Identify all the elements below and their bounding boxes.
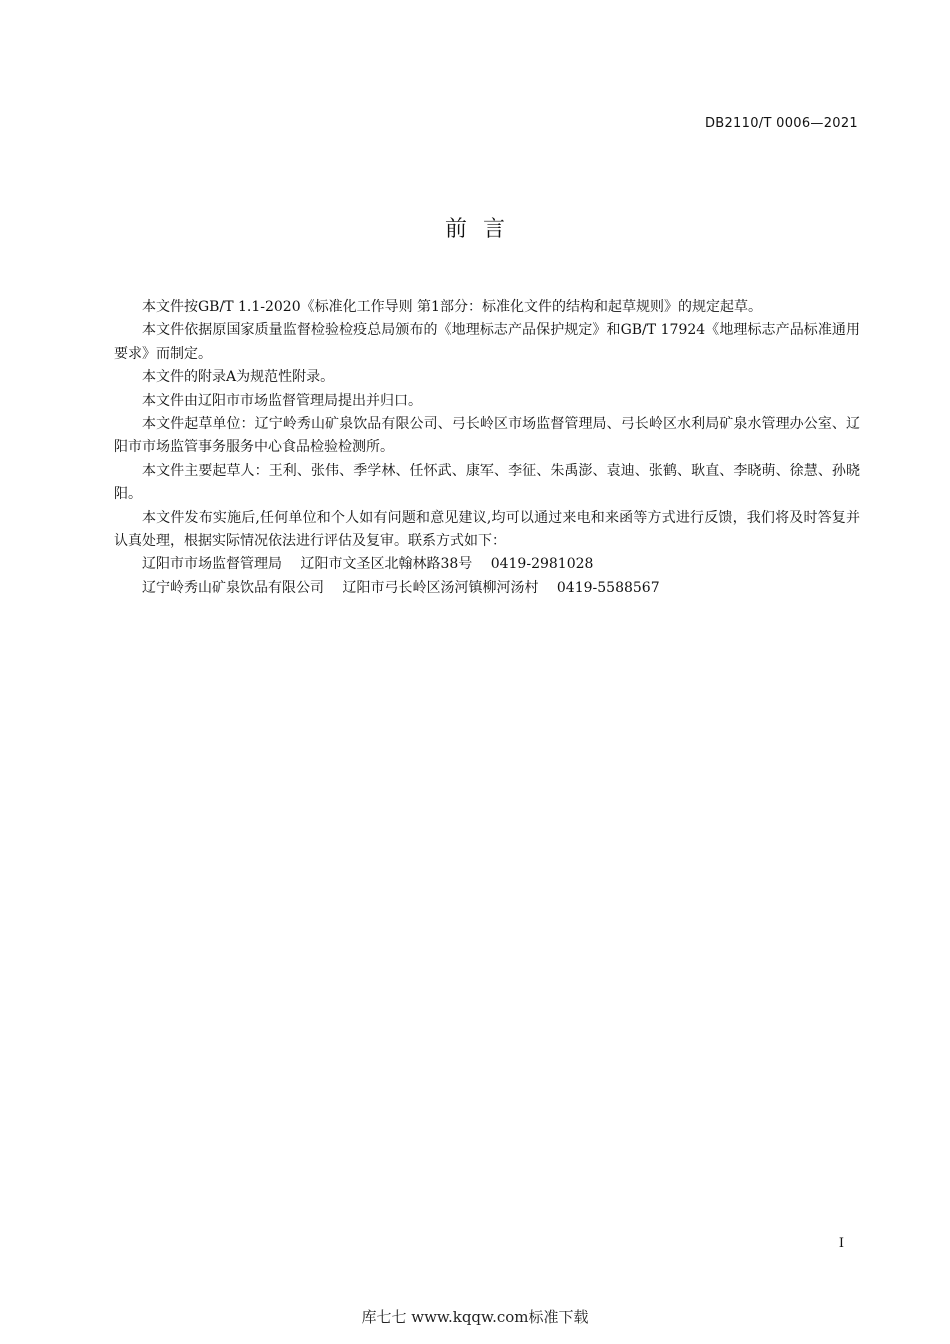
- paragraph-drafting-rules: 本文件按GB/T 1.1-2020《标准化工作导则 第1部分：标准化文件的结构和起草规则》的规定起草。: [142, 299, 762, 315]
- document-code: DB2110/T 0006—2021: [704, 116, 858, 131]
- paragraph-basis: 本文件依据原国家质量监督检验检疫总局颁布的《地理标志产品保护规定》和GB/T 17924《地理标志产品标准通用要求》而制定。: [114, 322, 860, 362]
- page-number: I: [838, 1236, 844, 1251]
- page-title: 前言: [444, 217, 521, 242]
- paragraph-drafters: 本文件主要起草人：王利、张伟、季学林、任怀武、康军、李征、朱禹澎、袁迪、张鹤、耿直、李晓萌、徐慧、孙晓阳。: [114, 462, 860, 503]
- foreword-body: [114, 296, 860, 600]
- paragraph-drafting-units: 本文件起草单位：辽宁岭秀山矿泉饮品有限公司、弓长岭区市场监督管理局、弓长岭区水利局矿泉水管理办公室、辽阳市市场监管事务服务中心食品检验检测所。: [114, 416, 860, 456]
- contact-line-company: 辽宁岭秀山矿泉饮品有限公司 辽阳市弓长岭区汤河镇柳河汤村 0419-5588567: [142, 579, 660, 596]
- contact-line-bureau: 辽阳市市场监督管理局 辽阳市文圣区北翰林路38号 0419-2981028: [142, 556, 594, 573]
- paragraph-feedback: 本文件发布实施后,任何单位和个人如有问题和意见建议,均可以通过来电和来函等方式进行反馈，我们将及时答复并认真处理，根据实际情况依法进行评估及复审。联系方式如下：: [114, 509, 860, 550]
- watermark-text: 库七七 www.kqqw.com标准下载: [361, 1308, 589, 1326]
- paragraph-appendix: 本文件的附录A为规范性附录。: [142, 369, 335, 386]
- paragraph-proposer: 本文件由辽阳市市场监督管理局提出并归口。: [142, 392, 422, 409]
